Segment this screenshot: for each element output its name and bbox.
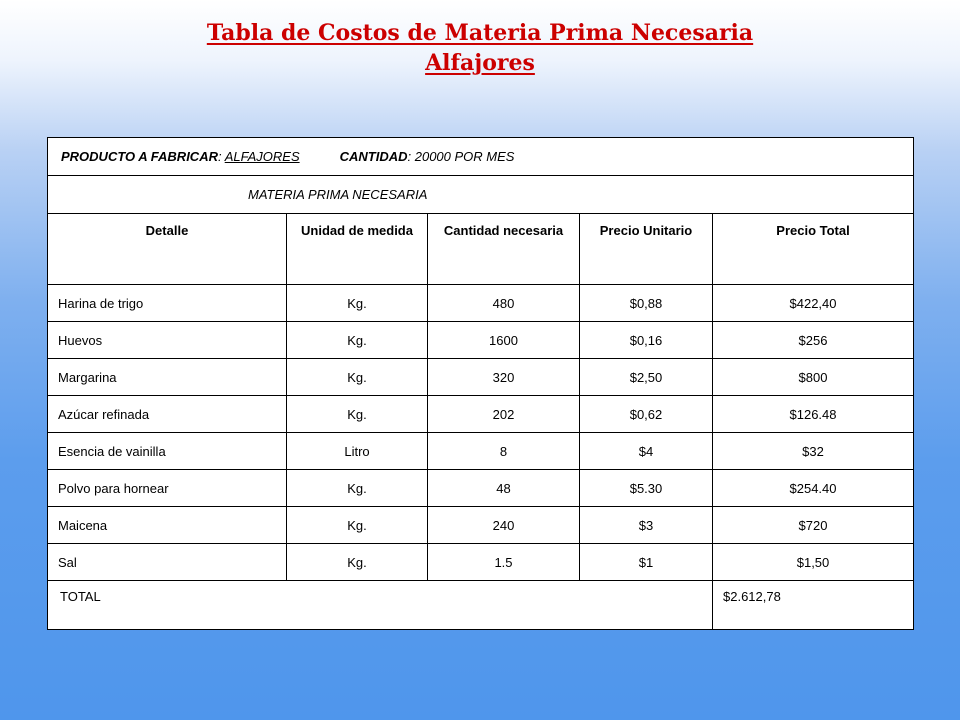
cell-detalle: Margarina bbox=[48, 359, 287, 396]
quantity-label: CANTIDAD bbox=[339, 149, 408, 164]
cell-detalle: Azúcar refinada bbox=[48, 396, 287, 433]
section-title: MATERIA PRIMA NECESARIA bbox=[48, 176, 914, 214]
cell-cantidad: 320 bbox=[428, 359, 580, 396]
cell-precio-unitario: $1 bbox=[580, 544, 713, 581]
cell-cantidad: 1.5 bbox=[428, 544, 580, 581]
cell-detalle: Polvo para hornear bbox=[48, 470, 287, 507]
cell-unidad: Kg. bbox=[287, 470, 428, 507]
cell-detalle: Maicena bbox=[48, 507, 287, 544]
table-row bbox=[48, 322, 914, 359]
table-row bbox=[48, 507, 914, 544]
product-name: ALFAJORES bbox=[224, 149, 300, 164]
col-header-detalle: Detalle bbox=[48, 214, 287, 285]
cell-precio-unitario: $0,16 bbox=[580, 322, 713, 359]
cell-unidad: Kg. bbox=[287, 285, 428, 322]
cell-detalle: Sal bbox=[48, 544, 287, 581]
product-cell: PRODUCTO A FABRICAR: ALFAJORES CANTIDAD: 20000 POR MES bbox=[48, 138, 914, 176]
cell-unidad: Kg. bbox=[287, 507, 428, 544]
cell-cantidad: 8 bbox=[428, 433, 580, 470]
cell-precio-total: $254.40 bbox=[713, 470, 914, 507]
col-header-precio-total: Precio Total bbox=[713, 214, 914, 285]
cell-precio-unitario: $0,62 bbox=[580, 396, 713, 433]
cell-precio-unitario: $5.30 bbox=[580, 470, 713, 507]
table-row bbox=[48, 359, 914, 396]
cell-unidad: Kg. bbox=[287, 359, 428, 396]
cell-detalle: Esencia de vainilla bbox=[48, 433, 287, 470]
table-row bbox=[48, 433, 914, 470]
product-label: PRODUCTO A FABRICAR bbox=[61, 149, 218, 164]
cell-cantidad: 240 bbox=[428, 507, 580, 544]
table-row bbox=[48, 285, 914, 322]
cell-unidad: Kg. bbox=[287, 322, 428, 359]
title-line-1: Tabla de Costos de Materia Prima Necesaria bbox=[206, 20, 754, 46]
cell-precio-total: $126.48 bbox=[713, 396, 914, 433]
col-header-unidad: Unidad de medida bbox=[287, 214, 428, 285]
cell-precio-unitario: $0,88 bbox=[580, 285, 713, 322]
total-value: $2.612,78 bbox=[713, 581, 914, 630]
total-label: TOTAL bbox=[48, 581, 713, 630]
cell-unidad: Litro bbox=[287, 433, 428, 470]
cell-precio-unitario: $3 bbox=[580, 507, 713, 544]
cell-detalle: Huevos bbox=[48, 322, 287, 359]
section-row bbox=[48, 176, 914, 214]
cell-precio-total: $800 bbox=[713, 359, 914, 396]
quantity-value: 20000 POR MES bbox=[414, 149, 515, 164]
page-title bbox=[0, 18, 960, 78]
cell-precio-total: $1,50 bbox=[713, 544, 914, 581]
cell-precio-total: $32 bbox=[713, 433, 914, 470]
cell-detalle: Harina de trigo bbox=[48, 285, 287, 322]
cell-precio-total: $422,40 bbox=[713, 285, 914, 322]
total-row bbox=[48, 581, 914, 630]
cell-unidad: Kg. bbox=[287, 396, 428, 433]
table-row bbox=[48, 396, 914, 433]
cell-cantidad: 48 bbox=[428, 470, 580, 507]
col-header-cantidad: Cantidad necesaria bbox=[428, 214, 580, 285]
cell-precio-total: $720 bbox=[713, 507, 914, 544]
cell-unidad: Kg. bbox=[287, 544, 428, 581]
cell-precio-total: $256 bbox=[713, 322, 914, 359]
title-line-2: Alfajores bbox=[425, 50, 535, 76]
table-row bbox=[48, 470, 914, 507]
cell-precio-unitario: $4 bbox=[580, 433, 713, 470]
table-row bbox=[48, 544, 914, 581]
col-header-precio-unitario: Precio Unitario bbox=[580, 214, 713, 285]
cell-cantidad: 202 bbox=[428, 396, 580, 433]
cell-precio-unitario: $2,50 bbox=[580, 359, 713, 396]
costs-table bbox=[47, 137, 914, 630]
header-row bbox=[48, 214, 914, 285]
cell-cantidad: 480 bbox=[428, 285, 580, 322]
product-row bbox=[48, 138, 914, 176]
cell-cantidad: 1600 bbox=[428, 322, 580, 359]
